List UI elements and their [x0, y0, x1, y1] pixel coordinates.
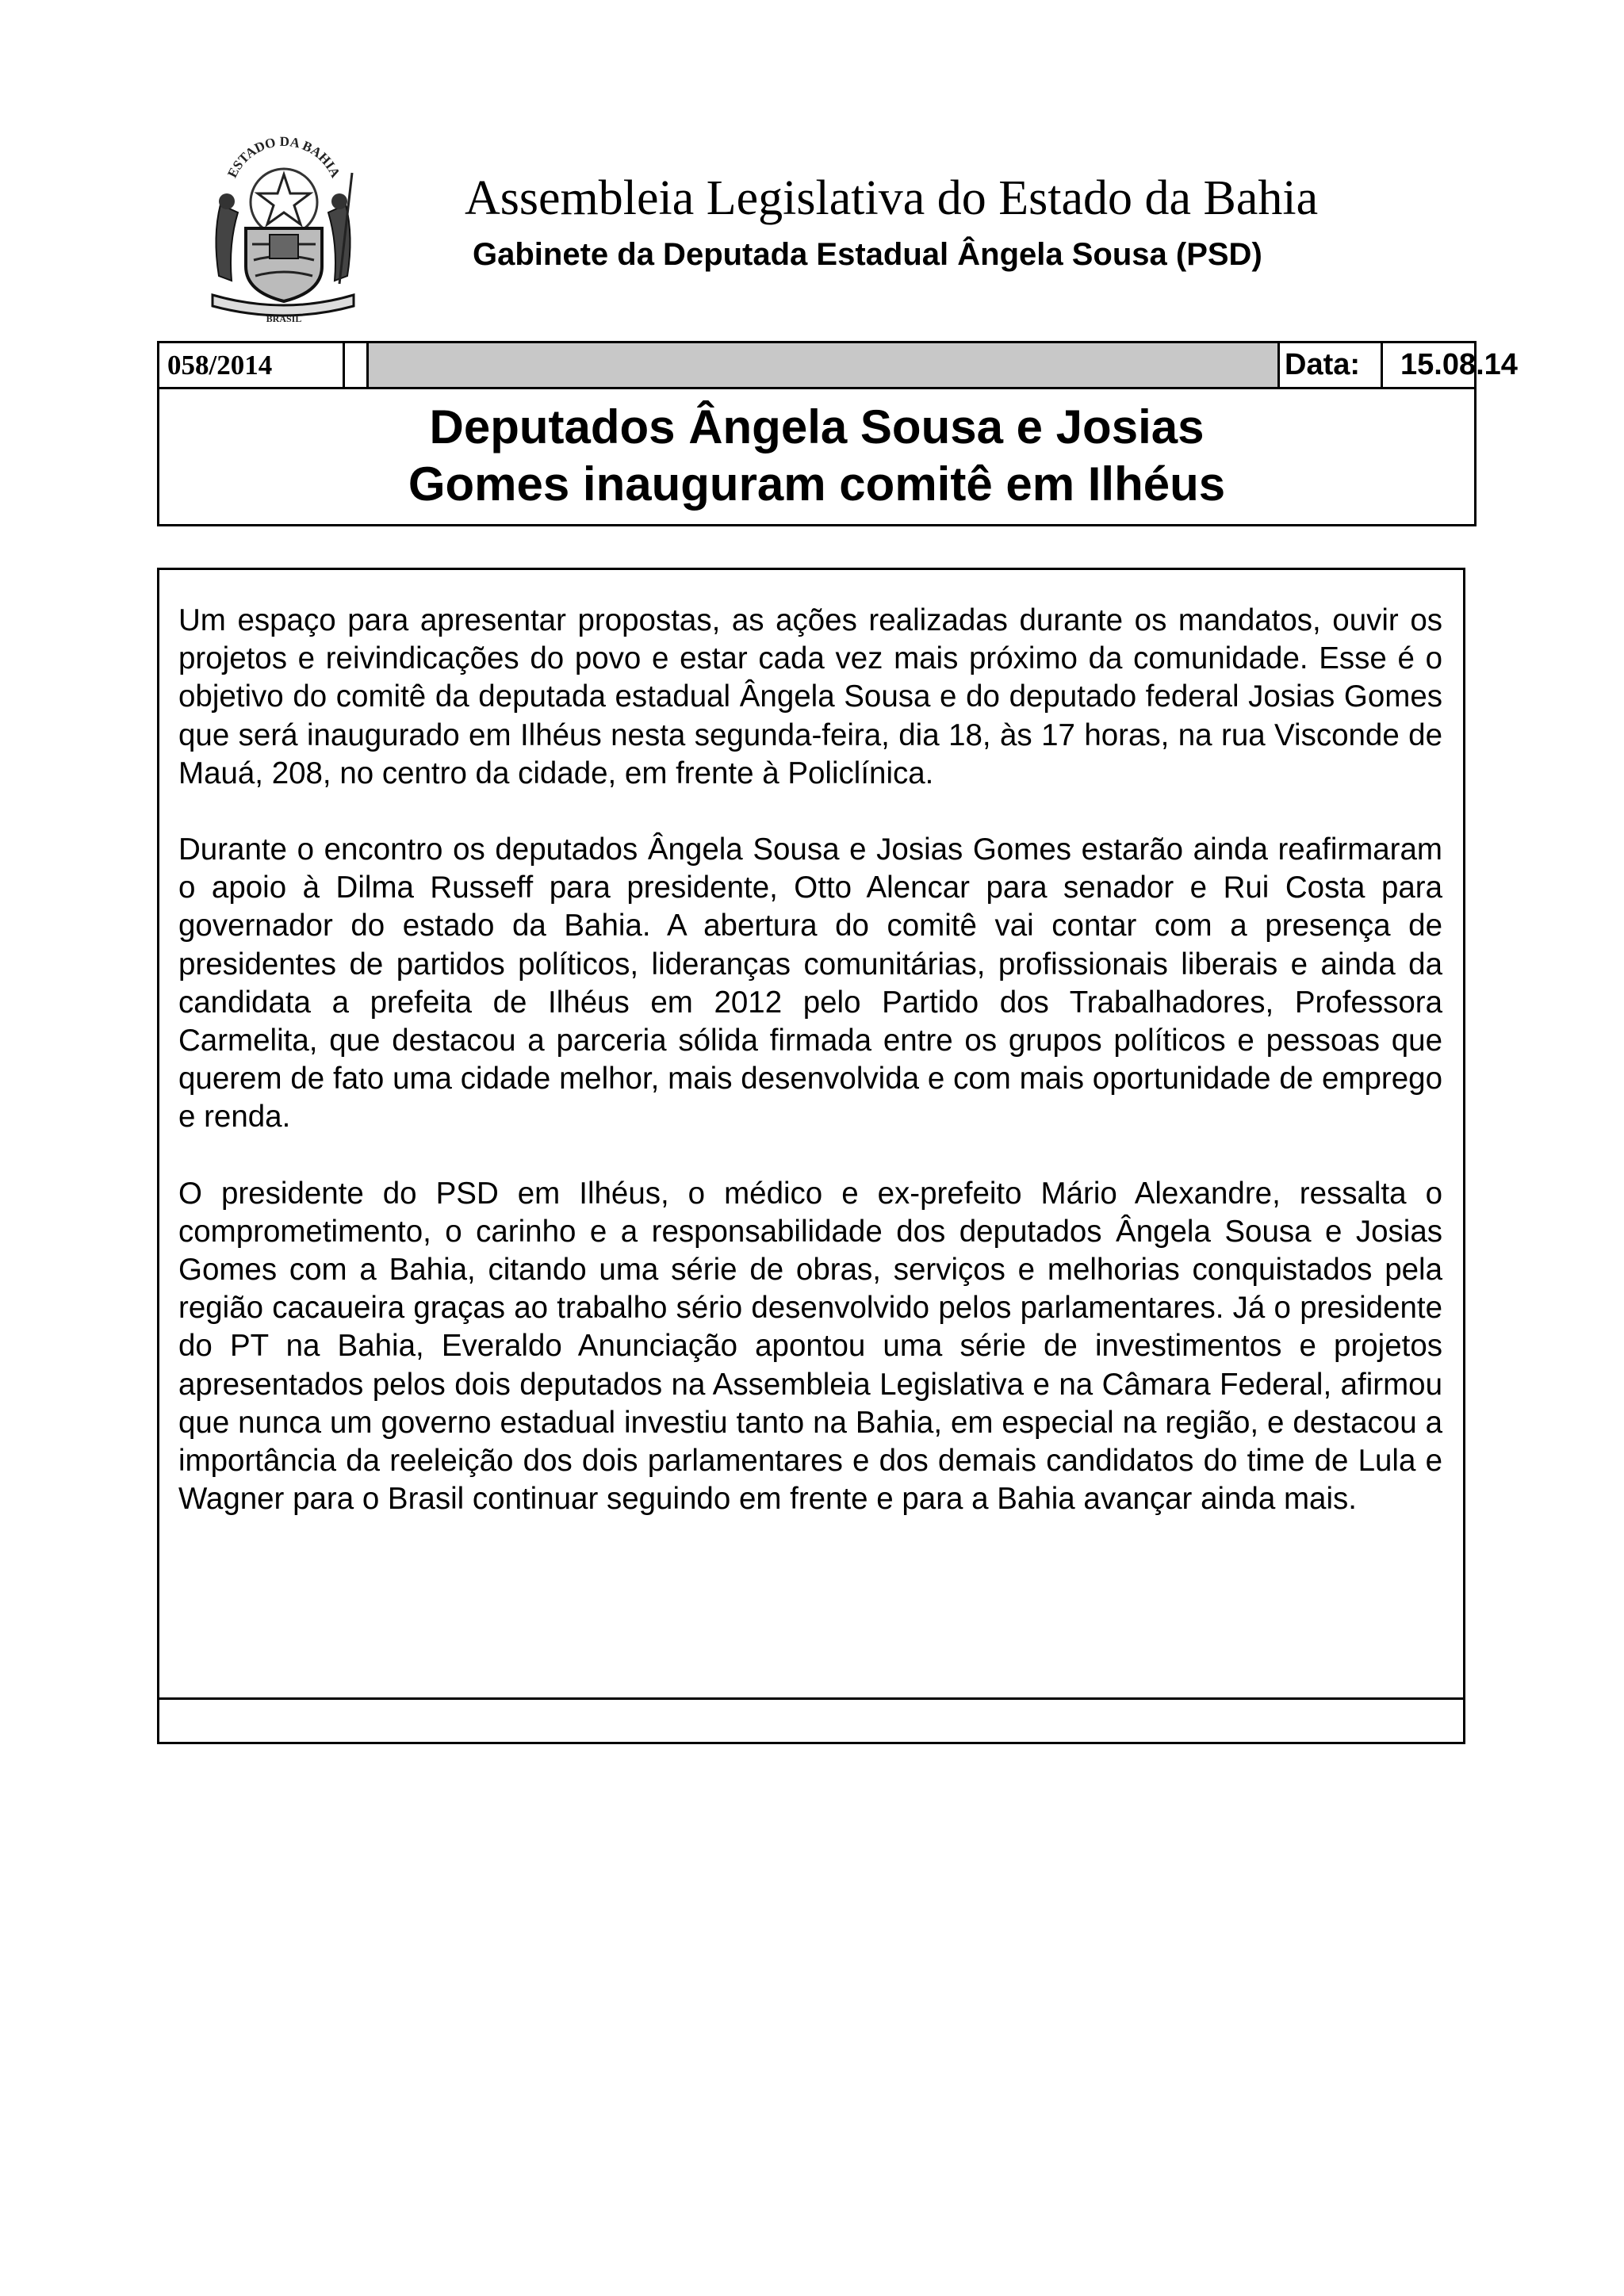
- state-coat-of-arms: [197, 125, 370, 325]
- gray-filler-cell: [369, 343, 1280, 387]
- release-headline: [159, 399, 1474, 513]
- blank-cell: [345, 343, 369, 387]
- article-footer-divider: [159, 1697, 1463, 1700]
- release-info-row: [159, 343, 1518, 389]
- article-paragraph-2: Durante o encontro os deputados Ângela Sousa e Josias Gomes estarão ainda reafirmaram o apoio à Dilma Russeff para presidente, Otto Alencar para senador e Rui Costa para governador do estado da Bahia. A abertura do comitê vai contar com a presença de presidentes de partidos políticos, lideranças comunitárias, profissionais liberais e ainda da candidata a prefeita de Ilhéus em 2012 pelo Partido dos Trabalhadores, Professora Carmelita, que destacou a parceria sólida firmada entre os grupos políticos e pessoas que querem de fato uma cidade melhor, mais desenvolvida e com mais oportunidade de emprego e renda.: [178, 832, 1442, 1135]
- release-header-table: [157, 341, 1518, 526]
- seal-caption: BRASIL: [266, 313, 302, 324]
- seal-left-figure-icon: [216, 205, 238, 281]
- seal-arc-text: ESTADO DA BAHIA: [224, 133, 343, 181]
- article-body: [178, 602, 1442, 1556]
- assembly-title: Assembleia Legislativa do Estado da Bahia: [465, 171, 1319, 225]
- article-paragraph-3: O presidente do PSD em Ilhéus, o médico e ex-prefeito Mário Alexandre, ressalta o comprometimento, o carinho e a responsabilidade dos deputados Ângela Sousa e Josias Gomes com a Bahia, citando uma série de obras, serviços e melhorias conquistados pela região cacaueira graças ao trabalho sério desenvolvido pelos parlamentares. Já o presidente do PT na Bahia, Everaldo Anunciação apontou uma série de investimentos e projetos apresentados pelos dois deputados na Assembleia Legislativa e na Câmara Federal, afirmou que nunca um governo estadual investiu tanto na Bahia, em especial na região, e destacou a importância da reeleição dos dois parlamentares e dos demais candidatos do time de Lula e Wagner para o Brasil continuar seguindo em frente e para a Bahia avançar ainda mais.: [178, 1176, 1442, 1517]
- headline-line-2: Gomes inauguram comitê em Ilhéus: [408, 457, 1226, 511]
- office-subtitle: Gabinete da Deputada Estadual Ângela Sousa (PSD): [473, 237, 1262, 272]
- date-label: Data:: [1280, 343, 1383, 387]
- article-box: [157, 568, 1465, 1744]
- headline-line-1: Deputados Ângela Sousa e Josias: [429, 400, 1205, 453]
- article-paragraph-1: Um espaço para apresentar propostas, as ações realizadas durante os mandatos, ouvir os projetos e reivindicações do povo e estar cada vez mais próximo da comunidade. Esse é o objetivo do comitê da deputada estadual Ângela Sousa e do deputado federal Josias Gomes que será inaugurado em Ilhéus nesta segunda-feira, dia 18, às 17 horas, na rua Visconde de Mauá, 208, no centro da cidade, em frente à Policlínica.: [178, 603, 1442, 790]
- release-date: 15.08.14: [1400, 348, 1518, 381]
- seal-star-icon: [258, 174, 310, 224]
- release-number: 058/2014: [159, 343, 345, 387]
